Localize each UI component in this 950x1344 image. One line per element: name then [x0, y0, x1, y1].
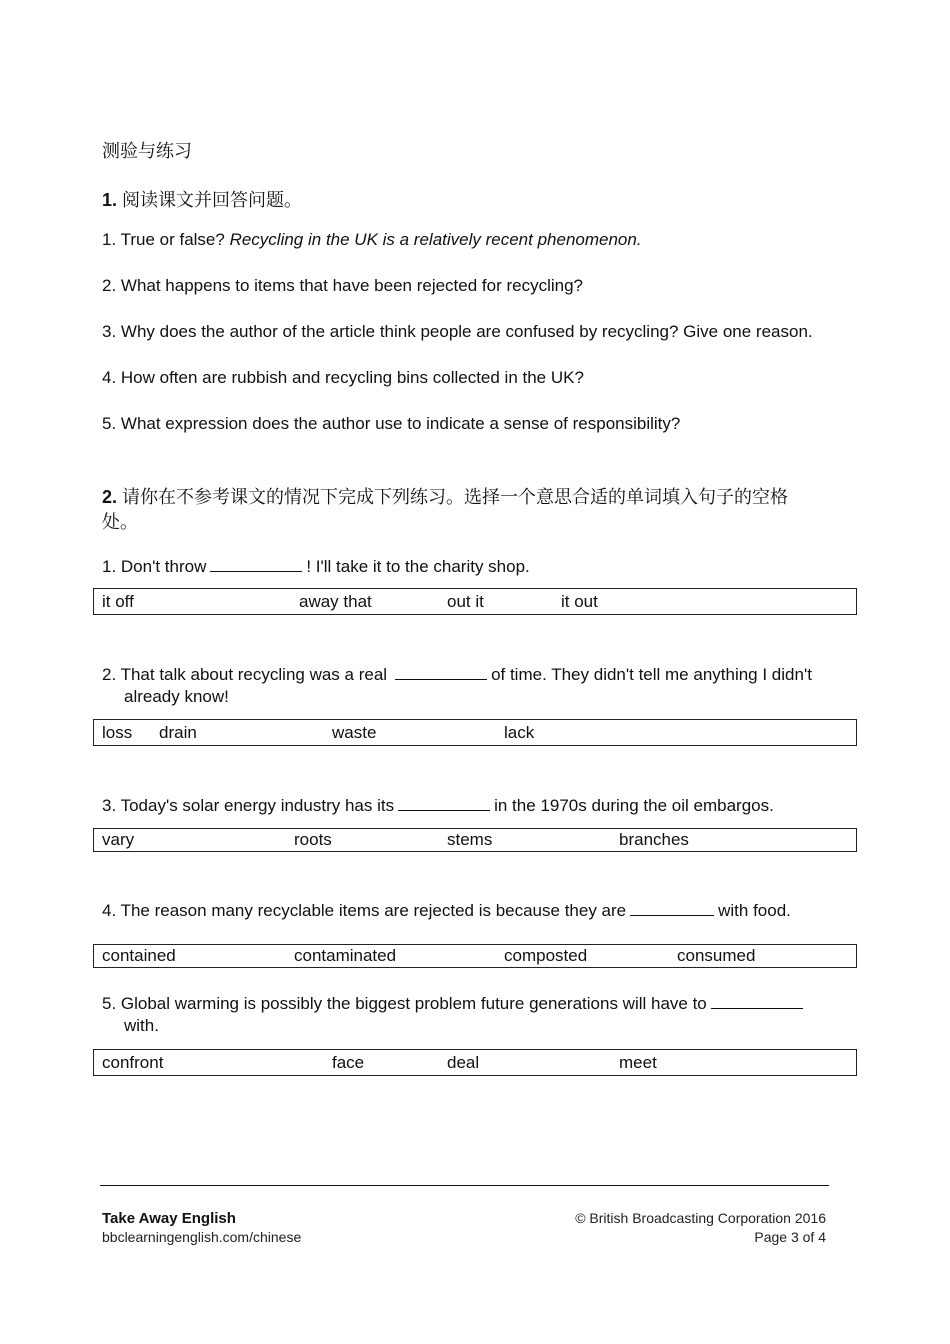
s1-question-2: 2. What happens to items that have been rejected for recycling?: [102, 276, 583, 295]
s2-item1-before: 1. Don't throw: [102, 557, 207, 576]
option[interactable]: drain: [159, 723, 197, 742]
option[interactable]: consumed: [677, 946, 756, 965]
s2-item-3: [102, 795, 774, 816]
s2-item3-after: in the 1970s during the oil embargos.: [494, 796, 774, 815]
s2-item2-line2: already know!: [124, 687, 229, 706]
s1-question-4: 4. How often are rubbish and recycling bins collected in the UK?: [102, 368, 584, 387]
s1-q1-statement: Recycling in the UK is a relatively recent phenomenon.: [224, 230, 642, 249]
s1-question-1: [102, 230, 642, 250]
option[interactable]: meet: [619, 1053, 657, 1072]
footer-url[interactable]: bbclearningenglish.com/chinese: [102, 1229, 302, 1245]
s1-q1-prefix: 1. True or false?: [102, 230, 225, 249]
s2-item2-options: [93, 719, 857, 746]
s2-item4-blank[interactable]: [630, 900, 714, 916]
s2-item5-before: 5. Global warming is possibly the biggest problem future generations will have to: [102, 994, 707, 1013]
s2-item2-before: 2. That talk about recycling was a real: [102, 665, 388, 684]
option[interactable]: branches: [619, 830, 689, 849]
s2-item-2: [102, 664, 812, 685]
option[interactable]: loss: [102, 723, 133, 742]
footer-copyright: © British Broadcasting Corporation 2016: [575, 1210, 826, 1226]
section1-heading-text: 阅读课文并回答问题。: [122, 190, 303, 210]
s2-item2-blank[interactable]: [395, 664, 487, 680]
s2-item1-blank[interactable]: [210, 556, 302, 572]
s2-item1-after: ! I'll take it to the charity shop.: [306, 557, 530, 576]
option[interactable]: lack: [504, 723, 535, 742]
option[interactable]: deal: [447, 1053, 480, 1072]
footer-page-number: Page 3 of 4: [754, 1229, 826, 1245]
option[interactable]: vary: [102, 830, 135, 849]
s2-item3-blank[interactable]: [398, 795, 490, 811]
option[interactable]: roots: [294, 830, 332, 849]
option[interactable]: away that: [299, 592, 372, 611]
section2-heading-line1: 请你在不参考课文的情况下完成下列练习。选择一个意思合适的单词填入句子的空格: [122, 487, 789, 507]
section2-number: 2.: [102, 487, 118, 507]
option[interactable]: contained: [102, 946, 176, 965]
s2-item4-before: 4. The reason many recyclable items are rejected is because they are: [102, 901, 627, 920]
s2-item4-options: [93, 944, 857, 968]
option[interactable]: composted: [504, 946, 588, 965]
footer-program: Take Away English: [102, 1210, 236, 1227]
option[interactable]: confront: [102, 1053, 164, 1072]
section1-heading: [102, 186, 302, 212]
option[interactable]: face: [332, 1053, 365, 1072]
section1-number: 1.: [102, 190, 118, 210]
section2-heading-line2: 处。: [102, 512, 138, 532]
option[interactable]: stems: [447, 830, 493, 849]
s2-item1-options: [93, 588, 857, 615]
footer-divider: [100, 1185, 829, 1186]
option[interactable]: waste: [332, 723, 377, 742]
s2-item5-blank[interactable]: [711, 993, 803, 1009]
s2-item3-options: [93, 828, 857, 852]
option[interactable]: it off: [102, 592, 134, 611]
s2-item-5: [102, 993, 807, 1014]
option[interactable]: contaminated: [294, 946, 397, 965]
s2-item-4: [102, 900, 791, 921]
page-title: 测验与练习: [102, 141, 192, 161]
section2-heading: [102, 483, 788, 509]
s2-item-1: [102, 556, 530, 577]
s2-item4-after: with food.: [718, 901, 791, 920]
s2-item3-before: 3. Today's solar energy industry has its: [102, 796, 395, 815]
s2-item2-after: of time. They didn't tell me anything I didn't: [491, 665, 812, 684]
s1-question-5: 5. What expression does the author use to indicate a sense of responsibility?: [102, 414, 681, 433]
option[interactable]: it out: [561, 592, 598, 611]
s2-item5-options: [93, 1049, 857, 1076]
s2-item5-line2: with.: [124, 1016, 159, 1035]
s1-question-3: 3. Why does the author of the article think people are confused by recycling? Give one reason.: [102, 322, 813, 341]
option[interactable]: out it: [447, 592, 484, 611]
